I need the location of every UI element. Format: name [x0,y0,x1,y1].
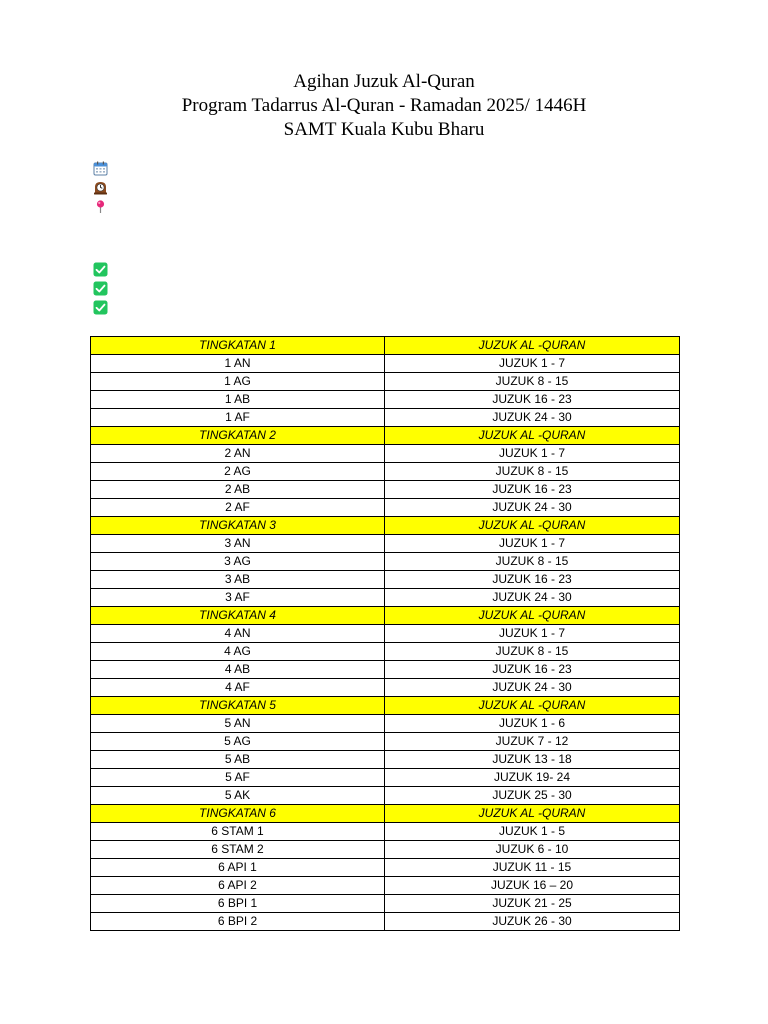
class-cell: 6 BPI 1 [91,895,385,913]
juzuk-cell: JUZUK 1 - 7 [385,535,680,553]
table-header-row [91,517,680,535]
header-cell-juzuk: JUZUK AL -QURAN [385,607,680,625]
juzuk-cell: JUZUK 16 - 23 [385,661,680,679]
table-row [91,643,680,661]
header-cell-class: TINGKATAN 1 [91,337,385,355]
header-cell-class: TINGKATAN 3 [91,517,385,535]
table-row [91,661,680,679]
juzuk-cell: JUZUK 24 - 30 [385,589,680,607]
table-row [91,409,680,427]
juzuk-cell: JUZUK 26 - 30 [385,913,680,931]
class-cell: 1 AF [91,409,385,427]
juzuk-cell: JUZUK 1 - 6 [385,715,680,733]
header-cell-juzuk: JUZUK AL -QURAN [385,337,680,355]
juzuk-cell: JUZUK 1 - 7 [385,625,680,643]
table-row [91,823,680,841]
class-cell: 6 STAM 2 [91,841,385,859]
table-row [91,787,680,805]
class-cell: 5 AF [91,769,385,787]
juzuk-cell: JUZUK 16 - 23 [385,571,680,589]
table-row [91,553,680,571]
table-row [91,571,680,589]
table-row [91,859,680,877]
class-cell: 6 BPI 2 [91,913,385,931]
class-cell: 5 AK [91,787,385,805]
title-line-2: Program Tadarrus Al-Quran - Ramadan 2025/ 1446H [181,95,587,116]
juzuk-cell: JUZUK 8 - 15 [385,463,680,481]
juzuk-cell: JUZUK 7 - 12 [385,733,680,751]
juzuk-cell: JUZUK 25 - 30 [385,787,680,805]
class-cell: 3 AF [91,589,385,607]
juzuk-cell: JUZUK 16 - 23 [385,391,680,409]
class-cell: 1 AN [91,355,385,373]
header-cell-class: TINGKATAN 2 [91,427,385,445]
juzuk-cell: JUZUK 24 - 30 [385,679,680,697]
check-mark-button-icon [93,262,108,277]
juzuk-cell: JUZUK 1 - 7 [385,445,680,463]
juzuk-cell: JUZUK 8 - 15 [385,553,680,571]
header-cell-juzuk: JUZUK AL -QURAN [385,697,680,715]
class-cell: 5 AB [91,751,385,769]
table-row [91,625,680,643]
document-title [0,70,768,142]
juzuk-cell: JUZUK 16 – 20 [385,877,680,895]
table-row [91,715,680,733]
table-row [91,391,680,409]
header-cell-juzuk: JUZUK AL -QURAN [385,427,680,445]
class-cell: 1 AB [91,391,385,409]
juzuk-cell: JUZUK 1 - 5 [385,823,680,841]
table-row [91,355,680,373]
class-cell: 3 AN [91,535,385,553]
table-row [91,589,680,607]
class-cell: 5 AN [91,715,385,733]
table-row [91,535,680,553]
class-cell: 2 AN [91,445,385,463]
table-row [91,877,680,895]
table-header-row [91,607,680,625]
class-cell: 5 AG [91,733,385,751]
table-row [91,679,680,697]
mantel-clock-icon [93,180,108,195]
table-row [91,445,680,463]
header-cell-class: TINGKATAN 6 [91,805,385,823]
juzuk-cell: JUZUK 13 - 18 [385,751,680,769]
table-header-row [91,337,680,355]
juzuk-allocation-table [90,336,680,931]
table-row [91,769,680,787]
class-cell: 1 AG [91,373,385,391]
class-cell: 3 AB [91,571,385,589]
table-row [91,841,680,859]
juzuk-cell: JUZUK 8 - 15 [385,373,680,391]
table-header-row [91,427,680,445]
table-row [91,499,680,517]
class-cell: 2 AF [91,499,385,517]
juzuk-cell: JUZUK 6 - 10 [385,841,680,859]
table-row [91,733,680,751]
table-row [91,751,680,769]
check-mark-button-icon [93,281,108,296]
juzuk-cell: JUZUK 21 - 25 [385,895,680,913]
class-cell: 4 AG [91,643,385,661]
bullet-icons [93,161,108,319]
header-cell-juzuk: JUZUK AL -QURAN [385,805,680,823]
juzuk-cell: JUZUK 1 - 7 [385,355,680,373]
juzuk-cell: JUZUK 16 - 23 [385,481,680,499]
table-header-row [91,805,680,823]
calendar-icon [93,161,108,176]
title-line-1: Agihan Juzuk Al-Quran [293,71,475,92]
header-cell-juzuk: JUZUK AL -QURAN [385,517,680,535]
table-row [91,481,680,499]
class-cell: 4 AN [91,625,385,643]
round-pushpin-icon [93,199,108,214]
class-cell: 6 API 2 [91,877,385,895]
title-line-3: SAMT Kuala Kubu Bharu [283,119,485,140]
juzuk-cell: JUZUK 24 - 30 [385,409,680,427]
table-row [91,895,680,913]
table-header-row [91,697,680,715]
juzuk-cell: JUZUK 24 - 30 [385,499,680,517]
class-cell: 3 AG [91,553,385,571]
class-cell: 2 AG [91,463,385,481]
header-cell-class: TINGKATAN 5 [91,697,385,715]
juzuk-cell: JUZUK 19- 24 [385,769,680,787]
class-cell: 6 API 1 [91,859,385,877]
juzuk-cell: JUZUK 11 - 15 [385,859,680,877]
table-row [91,373,680,391]
class-cell: 4 AF [91,679,385,697]
header-cell-class: TINGKATAN 4 [91,607,385,625]
class-cell: 4 AB [91,661,385,679]
table-row [91,463,680,481]
table-row [91,913,680,931]
check-mark-button-icon [93,300,108,315]
class-cell: 2 AB [91,481,385,499]
class-cell: 6 STAM 1 [91,823,385,841]
juzuk-cell: JUZUK 8 - 15 [385,643,680,661]
